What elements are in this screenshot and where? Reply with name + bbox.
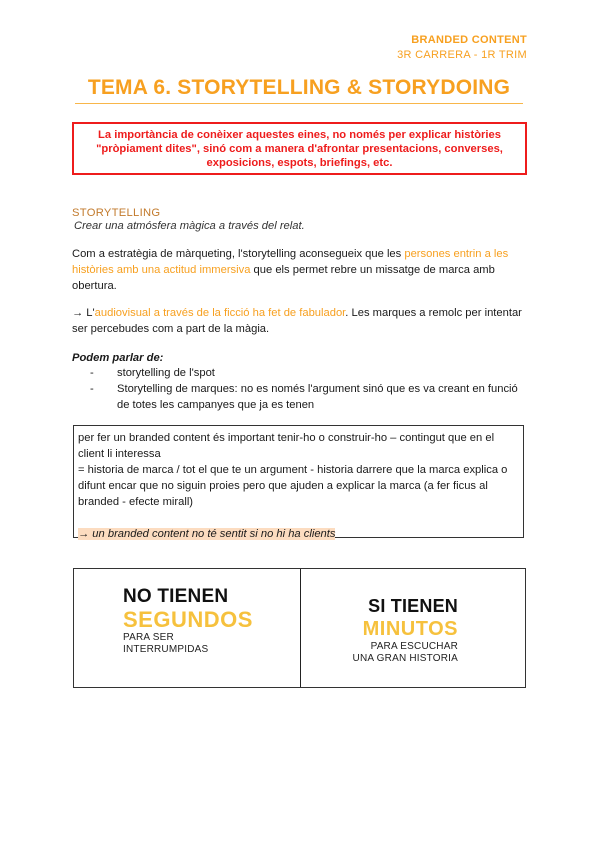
list-item [90, 381, 530, 413]
callout-text: La importància de conèixer aquestes eines, no només per explicar històries "pròpiament dites", sinó com a manera d'afrontar presentacions, converses, exposicions, espots, briefings, etc. [96, 128, 503, 169]
term-label: 3R CARRERA - 1R TRIM [397, 49, 527, 61]
left-caption-2: INTERRUMPIDAS [123, 644, 209, 655]
section-heading: STORYTELLING [72, 207, 161, 219]
list-item [90, 365, 530, 381]
para2-highlight: audiovisual a través de la ficció ha fet de fabulador [94, 307, 346, 319]
left-caption-1: PARA SER [123, 632, 174, 643]
list-label: Podem parlar de: [72, 352, 164, 364]
note-conclusion: → un branded content no té sentit si no hi ha clients [78, 528, 336, 540]
comparison-image [73, 568, 526, 688]
image-panel-left [74, 569, 301, 687]
right-caption-2: UNA GRAN HISTORIA [352, 653, 458, 664]
paragraph-audiovisual [72, 305, 532, 337]
right-caption-1: PARA ESCUCHAR [370, 641, 458, 652]
left-highlight: SEGUNDOS [123, 607, 253, 632]
list-item-text: Storytelling de marques: no es només l'argument sinó que es va creant en funció de totes les campanyes que ja es tenen [117, 383, 518, 411]
para2-text-end: . Les marques a remolc per intentar ser percebudes com a part de la màgia. [72, 307, 522, 335]
note-box [73, 425, 524, 538]
title-divider [75, 103, 523, 104]
left-heading: NO TIENEN [123, 586, 229, 607]
section-subtitle: Crear una atmósfera màgica a través del relat. [74, 220, 305, 232]
topic-list [90, 365, 530, 413]
callout-box [72, 122, 527, 175]
list-item-text: storytelling de l'spot [117, 367, 215, 379]
paragraph-strategy [72, 246, 532, 294]
bullet-dash: - [90, 367, 94, 379]
arrow-prefix: → L' [72, 307, 95, 319]
note-line: per fer un branded content és important tenir-ho o construir-ho – contingut que en el client li interessa [78, 432, 495, 460]
note-line: = historia de marca / tot el que te un argument - historia darrere que la marca explica o difunt encar que no siguin proies pero que ajuden a explicar la marca (a fer ficus al branded - efecte mirall) [78, 464, 508, 508]
para1-text: Com a estratègia de màrqueting, l'storytelling aconsegueix que les [72, 248, 405, 260]
page-title: TEMA 6. STORYTELLING & STORYDOING [87, 76, 511, 99]
para1-highlight: persones entrin a les històries amb una actitud immersiva [72, 248, 509, 276]
right-highlight: MINUTOS [362, 618, 458, 640]
para1-text-end: que els permet rebre un missatge de marca amb obertura. [72, 264, 495, 292]
bullet-dash: - [90, 383, 94, 395]
course-label: BRANDED CONTENT [411, 34, 527, 46]
image-panel-right [301, 569, 525, 687]
right-heading: SI TIENEN [368, 596, 458, 616]
